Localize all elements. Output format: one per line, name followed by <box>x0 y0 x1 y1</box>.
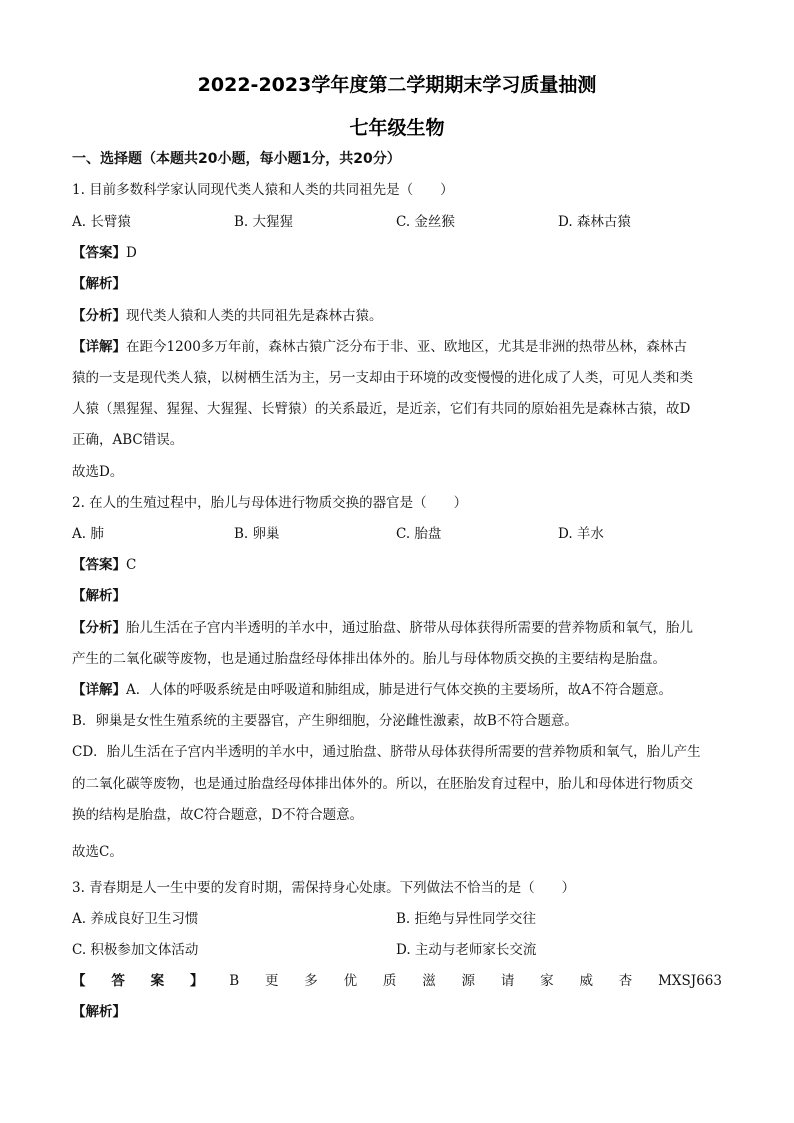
q3-option-a: A. 养成良好卫生习惯 <box>72 911 199 927</box>
q2-xiangjie-line-1 <box>72 680 722 700</box>
q2-fenxi-line-2: 产生的二氧化碳等废物，也是通过胎盘经母体排出体外的。胎儿与母体物质交换的主要结构是胎盘。 <box>72 651 666 667</box>
answer-tag: 【答案】 <box>72 245 126 261</box>
answer-char: 答 <box>111 973 125 989</box>
q1-xiangjie-line-4: 正确，ABC错误。 <box>72 432 184 448</box>
q2-stem: 2. 在人的生殖过程中，胎儿与母体进行物质交换的器官是（ ） <box>72 495 468 511</box>
answer-char: 多 <box>304 973 318 989</box>
answer-char: 源 <box>461 973 476 989</box>
q1-xiangjie-line-3: 人猿（黑猩猩、猩猩、大猩猩、长臂猿）的关系最近，是近亲，它们有共同的原始祖先是森林古猿，故D <box>72 401 691 417</box>
q2-xiangjie-line-4: 的二氧化碳等废物，也是通过胎盘经母体排出体外的。所以，在胚胎发育过程中，胎儿和母体进行物质交 <box>72 776 693 792</box>
answer-char: 优 <box>343 973 358 989</box>
answer-char: 质 <box>382 973 397 989</box>
answer-char: 家 <box>540 973 554 989</box>
answer-char: 更 <box>264 973 279 989</box>
q1-xiangjie-text-1: 在距今1200多万年前，森林古猿广泛分布于非、亚、欧地区，尤其是非洲的热带丛林，森林古 <box>126 339 687 355</box>
q1-fenxi <box>72 306 722 326</box>
page-title: 2022-2023学年度第二学期期末学习质量抽测 <box>197 74 597 96</box>
q1-option-c: C. 金丝猴 <box>396 214 455 230</box>
section-heading: 一、选择题（本题共20小题，每小题1分，共20分） <box>72 151 401 167</box>
q1-option-d: D. 森林古猿 <box>558 214 631 230</box>
page-subtitle: 七年级生物 <box>349 117 445 139</box>
q1-fenxi-text: 现代类人猿和人类的共同祖先是森林古猿。 <box>126 308 383 324</box>
q2-xiangjie-line-3: CD．胎儿生活在子宫内半透明的羊水中，通过胎盘、脐带从母体获得所需要的营养物质和氧气，胎儿产生 <box>72 744 701 760</box>
q2-xiangjie-line-5: 换的结构是胎盘，故C符合题意，D不符合题意。 <box>72 807 364 823</box>
q1-option-b: B. 大猩猩 <box>234 214 294 230</box>
q2-conclusion: 故选C。 <box>72 844 123 860</box>
q2-answer <box>72 555 722 575</box>
q2-option-d: D. 羊水 <box>558 526 604 542</box>
q2-xiangjie-line-2: B．卵巢是女性生殖系统的主要器官，产生卵细胞，分泌雌性激素，故B不符合题意。 <box>72 713 578 729</box>
q1-xiangjie-line-1 <box>72 337 722 357</box>
q2-fenxi-text-1: 胎儿生活在子宫内半透明的羊水中，通过胎盘、脐带从母体获得所需要的营养物质和氧气，胎儿 <box>126 620 693 636</box>
answer-char: 】 <box>189 973 204 989</box>
fenxi-tag: 【分析】 <box>72 620 126 636</box>
q1-xiangjie-line-2: 猿的一支是现代类人猿，以树栖生活为主，另一支却由于环境的改变慢慢的进化成了人类，可见人类和类 <box>72 370 693 386</box>
q3-stem: 3. 青春期是人一生中要的发育时期，需保持身心处康。下列做法不恰当的是（ ） <box>72 880 576 896</box>
q1-jiexi: 【解析】 <box>72 276 126 292</box>
q1-option-a: A. 长臂猿 <box>72 214 131 230</box>
answer-char: B <box>229 973 240 989</box>
answer-char: 滋 <box>422 973 436 989</box>
q3-option-b: B. 拒绝与异性同学交往 <box>396 911 537 927</box>
q1-stem: 1. 目前多数科学家认同现代类人猿和人类的共同祖先是（ ） <box>72 182 454 198</box>
answer-char: MXSJ663 <box>658 973 722 989</box>
q2-answer-value: C <box>126 557 137 573</box>
q2-option-b: B. 卵巢 <box>234 526 280 542</box>
q1-answer <box>72 243 722 263</box>
answer-char: 威 <box>579 973 593 989</box>
q3-option-c: C. 积极参加文体活动 <box>72 942 199 958</box>
q1-conclusion: 故选D。 <box>72 464 124 480</box>
answer-char: 案 <box>150 973 165 989</box>
q3-option-d: D. 主动与老师家长交流 <box>396 942 537 958</box>
q2-option-a: A. 肺 <box>72 526 104 542</box>
xiangjie-tag: 【详解】 <box>72 339 126 355</box>
answer-char: 杏 <box>618 973 633 989</box>
xiangjie-tag: 【详解】 <box>72 682 126 698</box>
answer-char: 【 <box>72 973 86 989</box>
q3-jiexi: 【解析】 <box>72 1004 126 1020</box>
fenxi-tag: 【分析】 <box>72 308 126 324</box>
answer-char: 请 <box>500 973 515 989</box>
q3-answer-row <box>72 971 722 991</box>
q2-fenxi-line-1 <box>72 618 722 638</box>
answer-tag: 【答案】 <box>72 557 126 573</box>
q2-option-c: C. 胎盘 <box>396 526 442 542</box>
q1-answer-value: D <box>126 245 137 261</box>
q2-jiexi: 【解析】 <box>72 588 126 604</box>
q2-xiangjie-text-1: A．人体的呼吸系统是由呼吸道和肺组成，肺是进行气体交换的主要场所，故A不符合题意。 <box>126 682 672 698</box>
